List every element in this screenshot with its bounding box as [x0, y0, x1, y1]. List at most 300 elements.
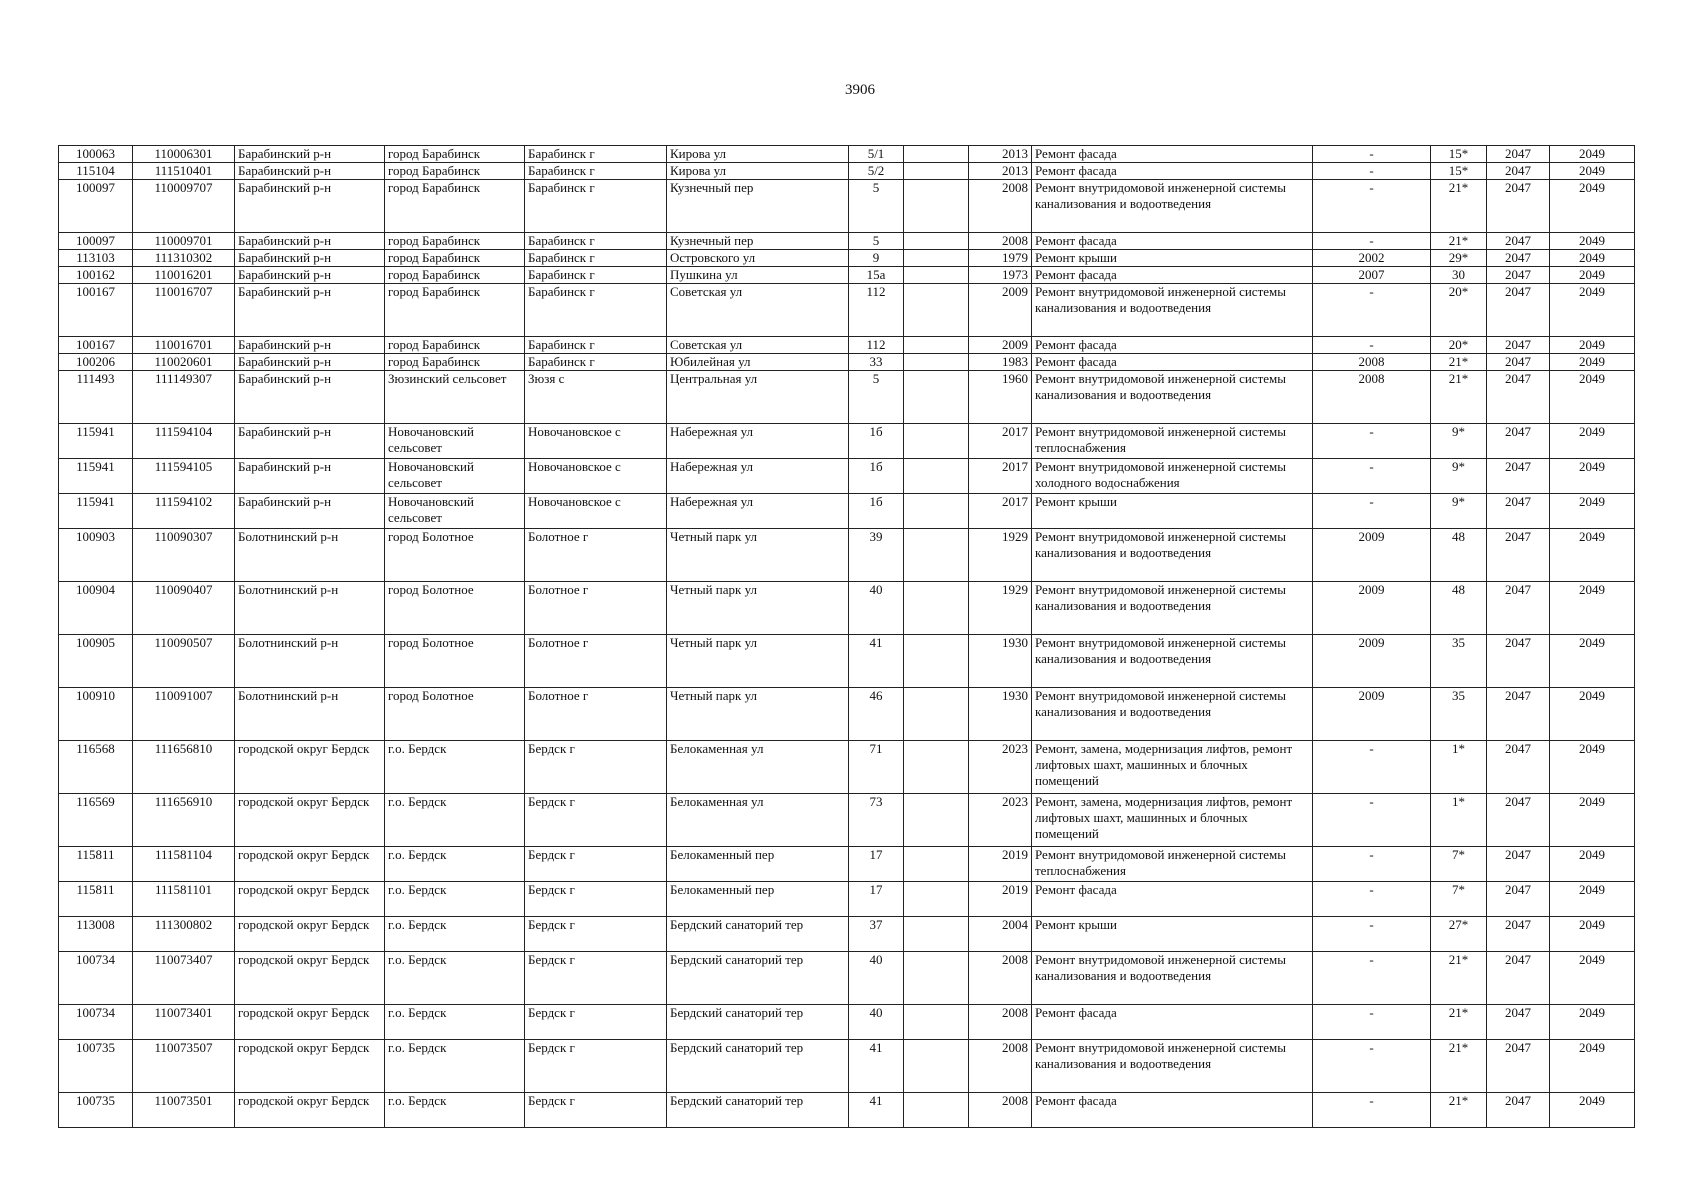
- settlement-cell: Болотное г: [525, 529, 667, 582]
- last-repair-year-cell: 2009: [1313, 688, 1431, 741]
- municipality-cell: г.о. Бердск: [385, 741, 525, 794]
- municipality-cell: г.о. Бердск: [385, 1093, 525, 1128]
- last-repair-year-cell: 2007: [1313, 267, 1431, 284]
- street-cell: Центральная ул: [667, 371, 849, 424]
- plan-end-cell: 2049: [1550, 794, 1635, 847]
- year-built-cell: 2009: [969, 284, 1032, 337]
- house-number-cell: 1б: [849, 494, 904, 529]
- table-row: [59, 146, 1635, 163]
- last-repair-year-cell: -: [1313, 794, 1431, 847]
- record-id-cell: 110020601: [133, 354, 235, 371]
- municipality-cell: г.о. Бердск: [385, 882, 525, 917]
- house-id-cell: 115104: [59, 163, 133, 180]
- plan-end-cell: 2049: [1550, 635, 1635, 688]
- work-type-cell: Ремонт фасада: [1032, 163, 1313, 180]
- municipality-cell: город Болотное: [385, 688, 525, 741]
- house-number-cell: 46: [849, 688, 904, 741]
- street-cell: Бердский санаторий тер: [667, 1005, 849, 1040]
- house-id-cell: 115941: [59, 459, 133, 494]
- building-cell: [904, 284, 969, 337]
- district-cell: Барабинский р-н: [235, 146, 385, 163]
- settlement-cell: Болотное г: [525, 688, 667, 741]
- table-row: [59, 1093, 1635, 1128]
- table-row: [59, 424, 1635, 459]
- house-id-cell: 116569: [59, 794, 133, 847]
- district-cell: Барабинский р-н: [235, 267, 385, 284]
- year-built-cell: 2017: [969, 459, 1032, 494]
- settlement-cell: Бердск г: [525, 882, 667, 917]
- street-cell: Четный парк ул: [667, 688, 849, 741]
- plan-start-cell: 2047: [1487, 847, 1550, 882]
- plan-end-cell: 2049: [1550, 741, 1635, 794]
- district-cell: Барабинский р-н: [235, 354, 385, 371]
- district-cell: Барабинский р-н: [235, 494, 385, 529]
- last-repair-year-cell: 2008: [1313, 354, 1431, 371]
- municipality-cell: город Барабинск: [385, 233, 525, 250]
- table-row: [59, 371, 1635, 424]
- house-id-cell: 100162: [59, 267, 133, 284]
- plan-end-cell: 2049: [1550, 1093, 1635, 1128]
- year-built-cell: 2013: [969, 163, 1032, 180]
- house-id-cell: 100910: [59, 688, 133, 741]
- work-type-cell: Ремонт крыши: [1032, 250, 1313, 267]
- district-cell: городской округ Бердск: [235, 847, 385, 882]
- building-cell: [904, 847, 969, 882]
- wear-cell: 9*: [1431, 424, 1487, 459]
- street-cell: Островского ул: [667, 250, 849, 267]
- house-id-cell: 100903: [59, 529, 133, 582]
- table-row: [59, 688, 1635, 741]
- building-cell: [904, 582, 969, 635]
- page-number: 3906: [845, 82, 875, 98]
- house-number-cell: 15а: [849, 267, 904, 284]
- work-type-cell: Ремонт внутридомовой инженерной системы теплоснабжения: [1032, 847, 1313, 882]
- house-number-cell: 17: [849, 882, 904, 917]
- district-cell: городской округ Бердск: [235, 1005, 385, 1040]
- house-number-cell: 5/2: [849, 163, 904, 180]
- street-cell: Юбилейная ул: [667, 354, 849, 371]
- house-number-cell: 5: [849, 233, 904, 250]
- table-row: [59, 635, 1635, 688]
- wear-cell: 35: [1431, 688, 1487, 741]
- plan-start-cell: 2047: [1487, 459, 1550, 494]
- municipality-cell: город Барабинск: [385, 163, 525, 180]
- municipality-cell: город Барабинск: [385, 180, 525, 233]
- district-cell: Барабинский р-н: [235, 459, 385, 494]
- record-id-cell: 110016707: [133, 284, 235, 337]
- street-cell: Четный парк ул: [667, 582, 849, 635]
- last-repair-year-cell: -: [1313, 424, 1431, 459]
- table-row: [59, 284, 1635, 337]
- house-number-cell: 40: [849, 582, 904, 635]
- plan-start-cell: 2047: [1487, 337, 1550, 354]
- house-number-cell: 5: [849, 371, 904, 424]
- settlement-cell: Бердск г: [525, 952, 667, 1005]
- district-cell: Барабинский р-н: [235, 163, 385, 180]
- year-built-cell: 2008: [969, 180, 1032, 233]
- house-number-cell: 17: [849, 847, 904, 882]
- plan-start-cell: 2047: [1487, 180, 1550, 233]
- plan-end-cell: 2049: [1550, 882, 1635, 917]
- year-built-cell: 2023: [969, 794, 1032, 847]
- plan-end-cell: 2049: [1550, 1040, 1635, 1093]
- plan-end-cell: 2049: [1550, 163, 1635, 180]
- street-cell: Бердский санаторий тер: [667, 952, 849, 1005]
- year-built-cell: 1973: [969, 267, 1032, 284]
- street-cell: Белокаменная ул: [667, 741, 849, 794]
- district-cell: Болотнинский р-н: [235, 635, 385, 688]
- plan-end-cell: 2049: [1550, 267, 1635, 284]
- house-number-cell: 40: [849, 952, 904, 1005]
- building-cell: [904, 794, 969, 847]
- last-repair-year-cell: 2009: [1313, 582, 1431, 635]
- district-cell: Барабинский р-н: [235, 424, 385, 459]
- work-type-cell: Ремонт фасада: [1032, 882, 1313, 917]
- house-id-cell: 100063: [59, 146, 133, 163]
- building-cell: [904, 459, 969, 494]
- table-row: [59, 1005, 1635, 1040]
- settlement-cell: Барабинск г: [525, 337, 667, 354]
- municipality-cell: г.о. Бердск: [385, 847, 525, 882]
- street-cell: Бердский санаторий тер: [667, 1040, 849, 1093]
- house-id-cell: 100904: [59, 582, 133, 635]
- work-type-cell: Ремонт внутридомовой инженерной системы канализования и водоотведения: [1032, 952, 1313, 1005]
- plan-end-cell: 2049: [1550, 354, 1635, 371]
- plan-end-cell: 2049: [1550, 459, 1635, 494]
- municipality-cell: город Болотное: [385, 635, 525, 688]
- record-id-cell: 110073407: [133, 952, 235, 1005]
- building-cell: [904, 529, 969, 582]
- year-built-cell: 2023: [969, 741, 1032, 794]
- wear-cell: 48: [1431, 582, 1487, 635]
- settlement-cell: Бердск г: [525, 741, 667, 794]
- record-id-cell: 111149307: [133, 371, 235, 424]
- settlement-cell: Бердск г: [525, 847, 667, 882]
- table-row: [59, 741, 1635, 794]
- work-type-cell: Ремонт крыши: [1032, 917, 1313, 952]
- work-type-cell: Ремонт внутридомовой инженерной системы теплоснабжения: [1032, 424, 1313, 459]
- wear-cell: 21*: [1431, 1005, 1487, 1040]
- record-id-cell: 110016701: [133, 337, 235, 354]
- district-cell: Болотнинский р-н: [235, 529, 385, 582]
- year-built-cell: 2017: [969, 424, 1032, 459]
- settlement-cell: Бердск г: [525, 794, 667, 847]
- district-cell: городской округ Бердск: [235, 882, 385, 917]
- building-cell: [904, 1005, 969, 1040]
- table-row: [59, 354, 1635, 371]
- house-number-cell: 33: [849, 354, 904, 371]
- municipality-cell: город Барабинск: [385, 250, 525, 267]
- house-number-cell: 41: [849, 1040, 904, 1093]
- street-cell: Набережная ул: [667, 424, 849, 459]
- settlement-cell: Бердск г: [525, 917, 667, 952]
- building-cell: [904, 494, 969, 529]
- record-id-cell: 110009701: [133, 233, 235, 250]
- work-type-cell: Ремонт внутридомовой инженерной системы канализования и водоотведения: [1032, 371, 1313, 424]
- house-number-cell: 5/1: [849, 146, 904, 163]
- plan-start-cell: 2047: [1487, 688, 1550, 741]
- wear-cell: 7*: [1431, 882, 1487, 917]
- plan-end-cell: 2049: [1550, 1005, 1635, 1040]
- work-type-cell: Ремонт внутридомовой инженерной системы канализования и водоотведения: [1032, 688, 1313, 741]
- wear-cell: 9*: [1431, 494, 1487, 529]
- plan-start-cell: 2047: [1487, 424, 1550, 459]
- year-built-cell: 2008: [969, 952, 1032, 1005]
- house-id-cell: 100206: [59, 354, 133, 371]
- municipality-cell: город Барабинск: [385, 337, 525, 354]
- plan-start-cell: 2047: [1487, 163, 1550, 180]
- building-cell: [904, 146, 969, 163]
- settlement-cell: Барабинск г: [525, 284, 667, 337]
- house-id-cell: 100097: [59, 233, 133, 250]
- municipality-cell: Новочановский сельсовет: [385, 494, 525, 529]
- plan-end-cell: 2049: [1550, 917, 1635, 952]
- district-cell: городской округ Бердск: [235, 741, 385, 794]
- last-repair-year-cell: -: [1313, 847, 1431, 882]
- municipality-cell: г.о. Бердск: [385, 1040, 525, 1093]
- table-row: [59, 494, 1635, 529]
- plan-start-cell: 2047: [1487, 250, 1550, 267]
- wear-cell: 21*: [1431, 371, 1487, 424]
- plan-start-cell: 2047: [1487, 635, 1550, 688]
- work-type-cell: Ремонт фасада: [1032, 354, 1313, 371]
- house-id-cell: 113103: [59, 250, 133, 267]
- wear-cell: 21*: [1431, 354, 1487, 371]
- last-repair-year-cell: -: [1313, 494, 1431, 529]
- record-id-cell: 111656810: [133, 741, 235, 794]
- last-repair-year-cell: -: [1313, 180, 1431, 233]
- work-type-cell: Ремонт фасада: [1032, 1093, 1313, 1128]
- house-id-cell: 113008: [59, 917, 133, 952]
- plan-start-cell: 2047: [1487, 1093, 1550, 1128]
- plan-start-cell: 2047: [1487, 1005, 1550, 1040]
- building-cell: [904, 688, 969, 741]
- work-type-cell: Ремонт фасада: [1032, 267, 1313, 284]
- work-type-cell: Ремонт внутридомовой инженерной системы канализования и водоотведения: [1032, 529, 1313, 582]
- house-number-cell: 112: [849, 337, 904, 354]
- district-cell: Барабинский р-н: [235, 180, 385, 233]
- plan-end-cell: 2049: [1550, 146, 1635, 163]
- building-cell: [904, 635, 969, 688]
- settlement-cell: Барабинск г: [525, 146, 667, 163]
- wear-cell: 1*: [1431, 794, 1487, 847]
- plan-start-cell: 2047: [1487, 371, 1550, 424]
- work-type-cell: Ремонт, замена, модернизация лифтов, ремонт лифтовых шахт, машинных и блочных помещений: [1032, 741, 1313, 794]
- street-cell: Бердский санаторий тер: [667, 1093, 849, 1128]
- work-type-cell: Ремонт крыши: [1032, 494, 1313, 529]
- plan-start-cell: 2047: [1487, 952, 1550, 1005]
- street-cell: Советская ул: [667, 337, 849, 354]
- street-cell: Пушкина ул: [667, 267, 849, 284]
- table-row: [59, 847, 1635, 882]
- record-id-cell: 110006301: [133, 146, 235, 163]
- house-number-cell: 40: [849, 1005, 904, 1040]
- district-cell: городской округ Бердск: [235, 952, 385, 1005]
- last-repair-year-cell: -: [1313, 163, 1431, 180]
- plan-start-cell: 2047: [1487, 917, 1550, 952]
- street-cell: Белокаменная ул: [667, 794, 849, 847]
- house-id-cell: 111493: [59, 371, 133, 424]
- work-type-cell: Ремонт фасада: [1032, 337, 1313, 354]
- last-repair-year-cell: -: [1313, 741, 1431, 794]
- work-type-cell: Ремонт внутридомовой инженерной системы канализования и водоотведения: [1032, 582, 1313, 635]
- last-repair-year-cell: -: [1313, 952, 1431, 1005]
- plan-end-cell: 2049: [1550, 180, 1635, 233]
- wear-cell: 48: [1431, 529, 1487, 582]
- wear-cell: 29*: [1431, 250, 1487, 267]
- record-id-cell: 110090507: [133, 635, 235, 688]
- plan-start-cell: 2047: [1487, 582, 1550, 635]
- table-row: [59, 459, 1635, 494]
- settlement-cell: Болотное г: [525, 582, 667, 635]
- municipality-cell: г.о. Бердск: [385, 917, 525, 952]
- work-type-cell: Ремонт внутридомовой инженерной системы канализования и водоотведения: [1032, 635, 1313, 688]
- last-repair-year-cell: 2008: [1313, 371, 1431, 424]
- settlement-cell: Барабинск г: [525, 267, 667, 284]
- wear-cell: 7*: [1431, 847, 1487, 882]
- building-cell: [904, 337, 969, 354]
- building-cell: [904, 917, 969, 952]
- district-cell: городской округ Бердск: [235, 1093, 385, 1128]
- house-id-cell: 100167: [59, 284, 133, 337]
- settlement-cell: Барабинск г: [525, 233, 667, 250]
- plan-end-cell: 2049: [1550, 688, 1635, 741]
- record-id-cell: 110073507: [133, 1040, 235, 1093]
- district-cell: Барабинский р-н: [235, 371, 385, 424]
- work-type-cell: Ремонт внутридомовой инженерной системы канализования и водоотведения: [1032, 180, 1313, 233]
- building-cell: [904, 267, 969, 284]
- wear-cell: 35: [1431, 635, 1487, 688]
- plan-start-cell: 2047: [1487, 794, 1550, 847]
- street-cell: Советская ул: [667, 284, 849, 337]
- plan-start-cell: 2047: [1487, 284, 1550, 337]
- district-cell: городской округ Бердск: [235, 794, 385, 847]
- building-cell: [904, 371, 969, 424]
- last-repair-year-cell: -: [1313, 146, 1431, 163]
- table-row: [59, 952, 1635, 1005]
- settlement-cell: Новочановское с: [525, 494, 667, 529]
- building-cell: [904, 163, 969, 180]
- table-row: [59, 180, 1635, 233]
- district-cell: городской округ Бердск: [235, 917, 385, 952]
- table-row: [59, 794, 1635, 847]
- district-cell: Барабинский р-н: [235, 233, 385, 250]
- municipality-cell: город Болотное: [385, 582, 525, 635]
- record-id-cell: 110016201: [133, 267, 235, 284]
- settlement-cell: Барабинск г: [525, 354, 667, 371]
- house-number-cell: 39: [849, 529, 904, 582]
- building-cell: [904, 180, 969, 233]
- record-id-cell: 111656910: [133, 794, 235, 847]
- plan-end-cell: 2049: [1550, 582, 1635, 635]
- work-type-cell: Ремонт внутридомовой инженерной системы холодного водоснабжения: [1032, 459, 1313, 494]
- wear-cell: 15*: [1431, 146, 1487, 163]
- house-id-cell: 100097: [59, 180, 133, 233]
- house-number-cell: 9: [849, 250, 904, 267]
- settlement-cell: Барабинск г: [525, 163, 667, 180]
- wear-cell: 20*: [1431, 337, 1487, 354]
- house-number-cell: 41: [849, 1093, 904, 1128]
- year-built-cell: 2004: [969, 917, 1032, 952]
- settlement-cell: Болотное г: [525, 635, 667, 688]
- year-built-cell: 2008: [969, 1005, 1032, 1040]
- house-id-cell: 100905: [59, 635, 133, 688]
- municipality-cell: город Барабинск: [385, 284, 525, 337]
- year-built-cell: 1960: [969, 371, 1032, 424]
- municipality-cell: город Барабинск: [385, 146, 525, 163]
- year-built-cell: 1979: [969, 250, 1032, 267]
- plan-start-cell: 2047: [1487, 1040, 1550, 1093]
- house-id-cell: 100734: [59, 1005, 133, 1040]
- municipality-cell: город Барабинск: [385, 354, 525, 371]
- record-id-cell: 111594105: [133, 459, 235, 494]
- last-repair-year-cell: -: [1313, 882, 1431, 917]
- table-row: [59, 529, 1635, 582]
- record-id-cell: 111581101: [133, 882, 235, 917]
- work-type-cell: Ремонт фасада: [1032, 146, 1313, 163]
- building-cell: [904, 424, 969, 459]
- work-type-cell: Ремонт внутридомовой инженерной системы канализования и водоотведения: [1032, 284, 1313, 337]
- street-cell: Кирова ул: [667, 163, 849, 180]
- table-row: [59, 882, 1635, 917]
- settlement-cell: Барабинск г: [525, 250, 667, 267]
- settlement-cell: Зюзя с: [525, 371, 667, 424]
- municipality-cell: город Болотное: [385, 529, 525, 582]
- house-number-cell: 71: [849, 741, 904, 794]
- building-cell: [904, 250, 969, 267]
- wear-cell: 20*: [1431, 284, 1487, 337]
- table-row: [59, 267, 1635, 284]
- settlement-cell: Бердск г: [525, 1093, 667, 1128]
- year-built-cell: 2019: [969, 847, 1032, 882]
- wear-cell: 15*: [1431, 163, 1487, 180]
- record-id-cell: 111594102: [133, 494, 235, 529]
- building-cell: [904, 882, 969, 917]
- year-built-cell: 2008: [969, 1093, 1032, 1128]
- record-id-cell: 110009707: [133, 180, 235, 233]
- plan-end-cell: 2049: [1550, 371, 1635, 424]
- last-repair-year-cell: -: [1313, 337, 1431, 354]
- street-cell: Кузнечный пер: [667, 180, 849, 233]
- table-row: [59, 233, 1635, 250]
- plan-end-cell: 2049: [1550, 284, 1635, 337]
- work-type-cell: Ремонт фасада: [1032, 233, 1313, 250]
- settlement-cell: Бердск г: [525, 1005, 667, 1040]
- street-cell: Четный парк ул: [667, 635, 849, 688]
- house-number-cell: 37: [849, 917, 904, 952]
- wear-cell: 21*: [1431, 180, 1487, 233]
- wear-cell: 21*: [1431, 952, 1487, 1005]
- plan-end-cell: 2049: [1550, 494, 1635, 529]
- record-id-cell: 110073501: [133, 1093, 235, 1128]
- street-cell: Белокаменный пер: [667, 882, 849, 917]
- municipality-cell: Новочановский сельсовет: [385, 459, 525, 494]
- year-built-cell: 2013: [969, 146, 1032, 163]
- wear-cell: 21*: [1431, 233, 1487, 250]
- plan-end-cell: 2049: [1550, 847, 1635, 882]
- record-id-cell: 110090307: [133, 529, 235, 582]
- plan-start-cell: 2047: [1487, 741, 1550, 794]
- district-cell: городской округ Бердск: [235, 1040, 385, 1093]
- street-cell: Набережная ул: [667, 459, 849, 494]
- settlement-cell: Новочановское с: [525, 459, 667, 494]
- building-cell: [904, 1040, 969, 1093]
- table-row: [59, 582, 1635, 635]
- plan-end-cell: 2049: [1550, 250, 1635, 267]
- plan-end-cell: 2049: [1550, 337, 1635, 354]
- district-cell: Барабинский р-н: [235, 284, 385, 337]
- plan-start-cell: 2047: [1487, 267, 1550, 284]
